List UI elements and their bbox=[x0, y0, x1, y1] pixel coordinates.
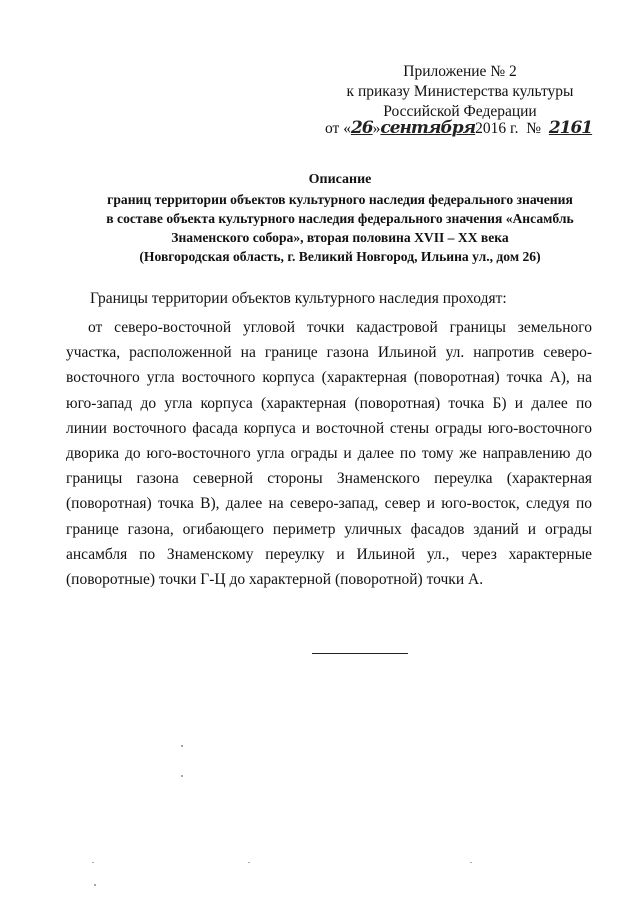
scan-speck bbox=[92, 862, 94, 863]
date-year: 2016 г. bbox=[475, 120, 519, 137]
heading-title: Описание bbox=[308, 172, 372, 187]
date-quote-close: » bbox=[372, 120, 381, 137]
handwritten-month: сентября bbox=[380, 118, 476, 138]
handwritten-day: 26 bbox=[350, 118, 373, 138]
appendix-federation: Российской Федерации bbox=[383, 103, 537, 120]
order-date-line bbox=[325, 118, 592, 138]
heading-line-1: границ территории объектов культурного наследия федерального значения bbox=[107, 192, 573, 207]
appendix-order-ref: к приказу Министерства культуры bbox=[346, 83, 574, 100]
heading-line-3: Знаменского собора», вторая половина XVII – XX века bbox=[171, 230, 509, 245]
date-prefix: от « bbox=[325, 120, 351, 137]
body-paragraph: от северо-восточной угловой точки кадастровой границы земельного участка, расположенной на границе газона Ильиной ул. напротив северо-восточного угла восточного корпуса (характерная (поворотная) точка А), на юго-запад до угла корпуса (характерная (поворотная) точка Б) и далее по линии восточного фасада корпуса и восточной стены ограды юго-восточного дворика до юго-восточного угла ограды и далее по тому же направлению до границы газона северной стороны Знаменского переулка (характерная (поворотная) точка В), далее на северо-запад, север и юго-восток, следуя по границе газона, огибающего периметр уличных фасадов зданий и ограды ансамбля по Знаменскому переулку и Ильиной ул., через характерные (поворотные) точки Г-Ц до характерной (поворотной) точки А. bbox=[66, 319, 592, 589]
body-intro: Границы территории объектов культурного наследия проходят: bbox=[90, 290, 507, 307]
handwritten-order-number: 2161 bbox=[548, 118, 593, 138]
appendix-number: Приложение № 2 bbox=[403, 63, 517, 80]
scan-speck bbox=[94, 884, 96, 886]
scan-speck bbox=[248, 862, 250, 863]
scan-speck bbox=[181, 745, 183, 747]
scan-speck bbox=[181, 775, 183, 777]
heading-line-4: (Новгородская область, г. Великий Новгород, Ильина ул., дом 26) bbox=[139, 249, 541, 264]
heading-line-2: в составе объекта культурного наследия федерального значения «Ансамбль bbox=[106, 211, 574, 226]
closing-rule bbox=[312, 653, 408, 654]
scan-speck bbox=[470, 862, 472, 863]
number-sign: № bbox=[526, 120, 542, 137]
